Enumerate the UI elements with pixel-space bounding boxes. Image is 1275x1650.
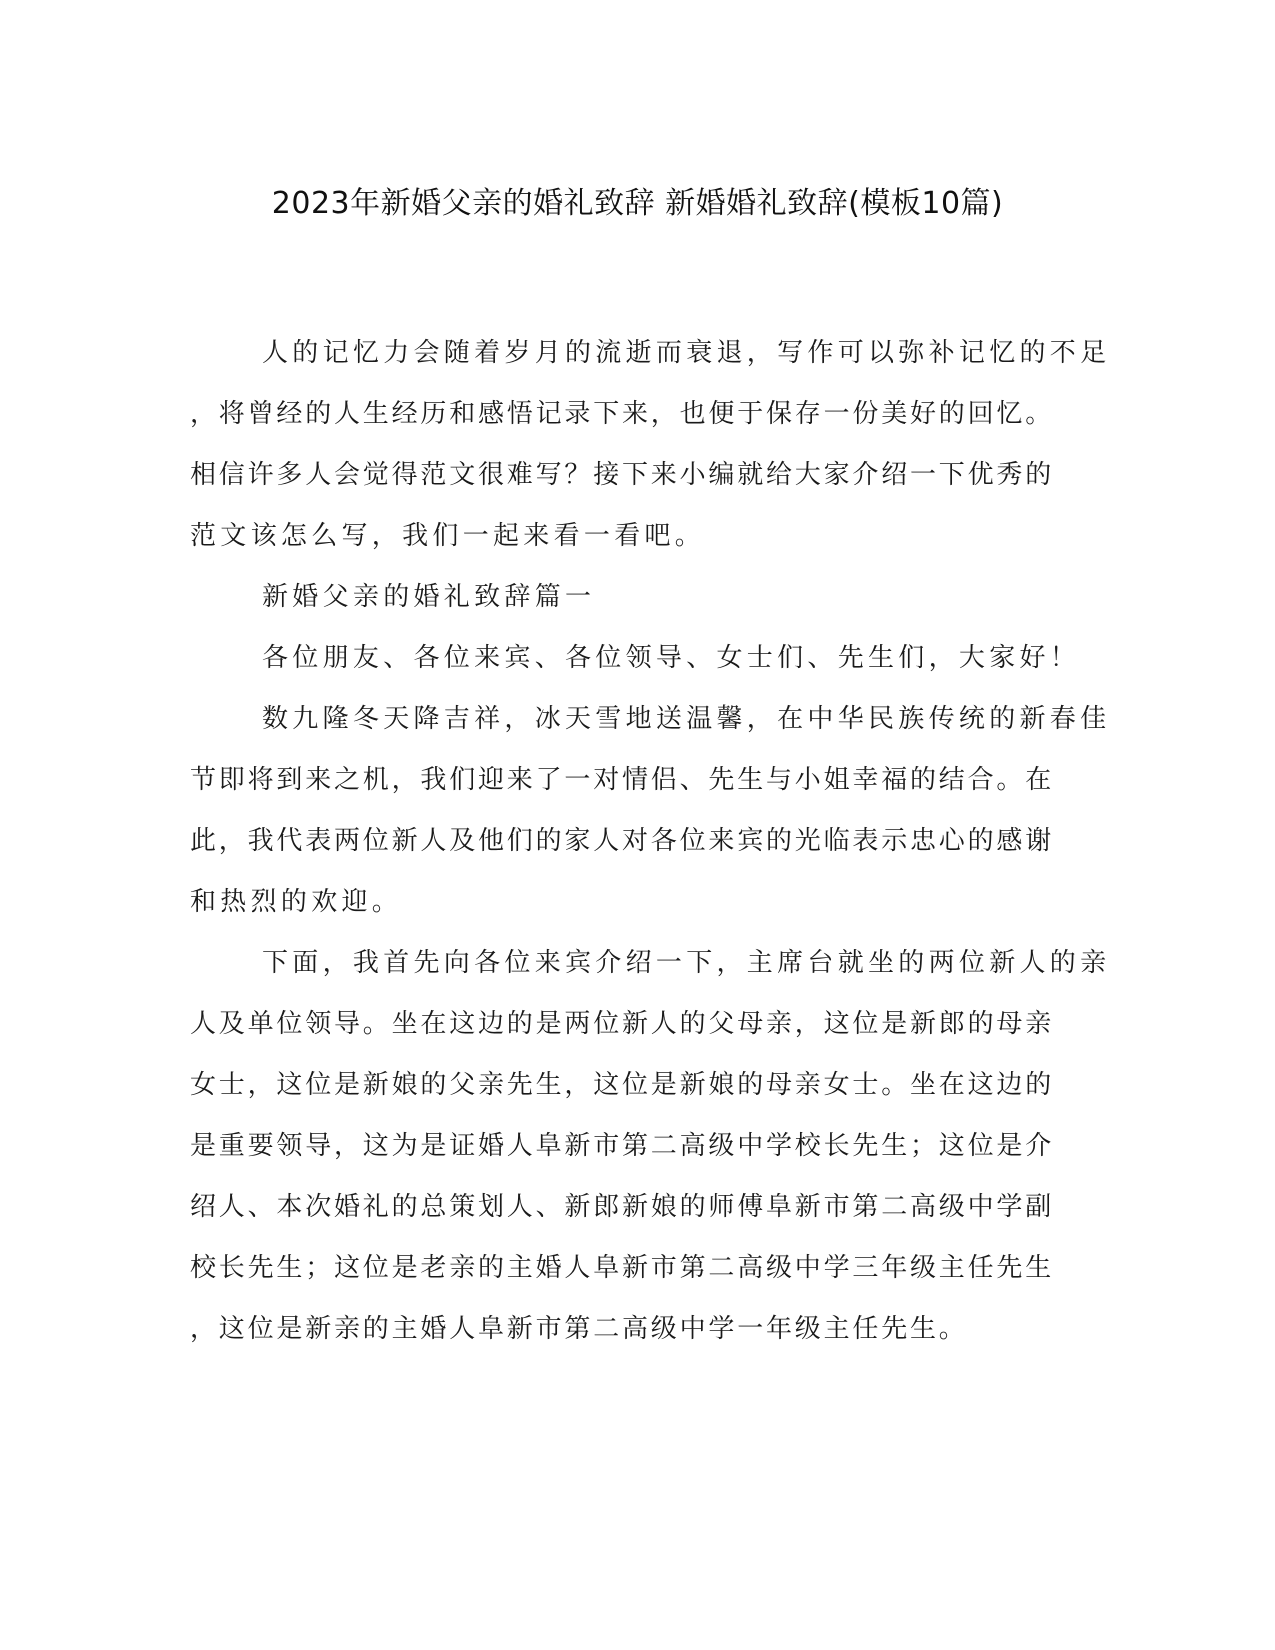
paragraph-line: ，这位是新亲的主婚人阜新市第二高级中学一年级主任先生。 xyxy=(190,1314,968,1344)
paragraph-line: 人的记忆力会随着岁月的流逝而衰退，写作可以弥补记忆的不足 xyxy=(262,338,1111,368)
paragraph-line: 相信许多人会觉得范文很难写？接下来小编就给大家介绍一下优秀的 xyxy=(190,460,1055,490)
paragraph-line: 校长先生；这位是老亲的主婚人阜新市第二高级中学三年级主任先生 xyxy=(190,1253,1055,1283)
paragraph-line: 女士，这位是新娘的父亲先生，这位是新娘的母亲女士。坐在这边的 xyxy=(190,1070,1055,1100)
document-body xyxy=(190,323,1111,1360)
document-title: 2023年新婚父亲的婚礼致辞 新婚婚礼致辞(模板10篇) xyxy=(271,186,1004,221)
paragraph-line: 数九隆冬天降吉祥，冰天雪地送温馨，在中华民族传统的新春佳 xyxy=(262,704,1111,734)
paragraph-line: 绍人、本次婚礼的总策划人、新郎新娘的师傅阜新市第二高级中学副 xyxy=(190,1192,1055,1222)
paragraph-line: 和热烈的欢迎。 xyxy=(190,887,403,917)
paragraph-line: 人及单位领导。坐在这边的是两位新人的父母亲，这位是新郎的母亲 xyxy=(190,1009,1055,1039)
greeting-line: 各位朋友、各位来宾、各位领导、女士们、先生们，大家好！ xyxy=(262,643,1081,673)
paragraph-line: 节即将到来之机，我们迎来了一对情侣、先生与小姐幸福的结合。在 xyxy=(190,765,1055,795)
paragraph-line: 范文该怎么写，我们一起来看一看吧。 xyxy=(190,521,706,551)
paragraph-line: 下面，我首先向各位来宾介绍一下，主席台就坐的两位新人的亲 xyxy=(262,948,1111,978)
paragraph-line: 是重要领导，这为是证婚人阜新市第二高级中学校长先生；这位是介 xyxy=(190,1131,1055,1161)
section-heading: 新婚父亲的婚礼致辞篇一 xyxy=(262,582,596,612)
paragraph-line: ，将曾经的人生经历和感悟记录下来，也便于保存一份美好的回忆。 xyxy=(190,399,1055,429)
paragraph-line: 此，我代表两位新人及他们的家人对各位来宾的光临表示忠心的感谢 xyxy=(190,826,1055,856)
